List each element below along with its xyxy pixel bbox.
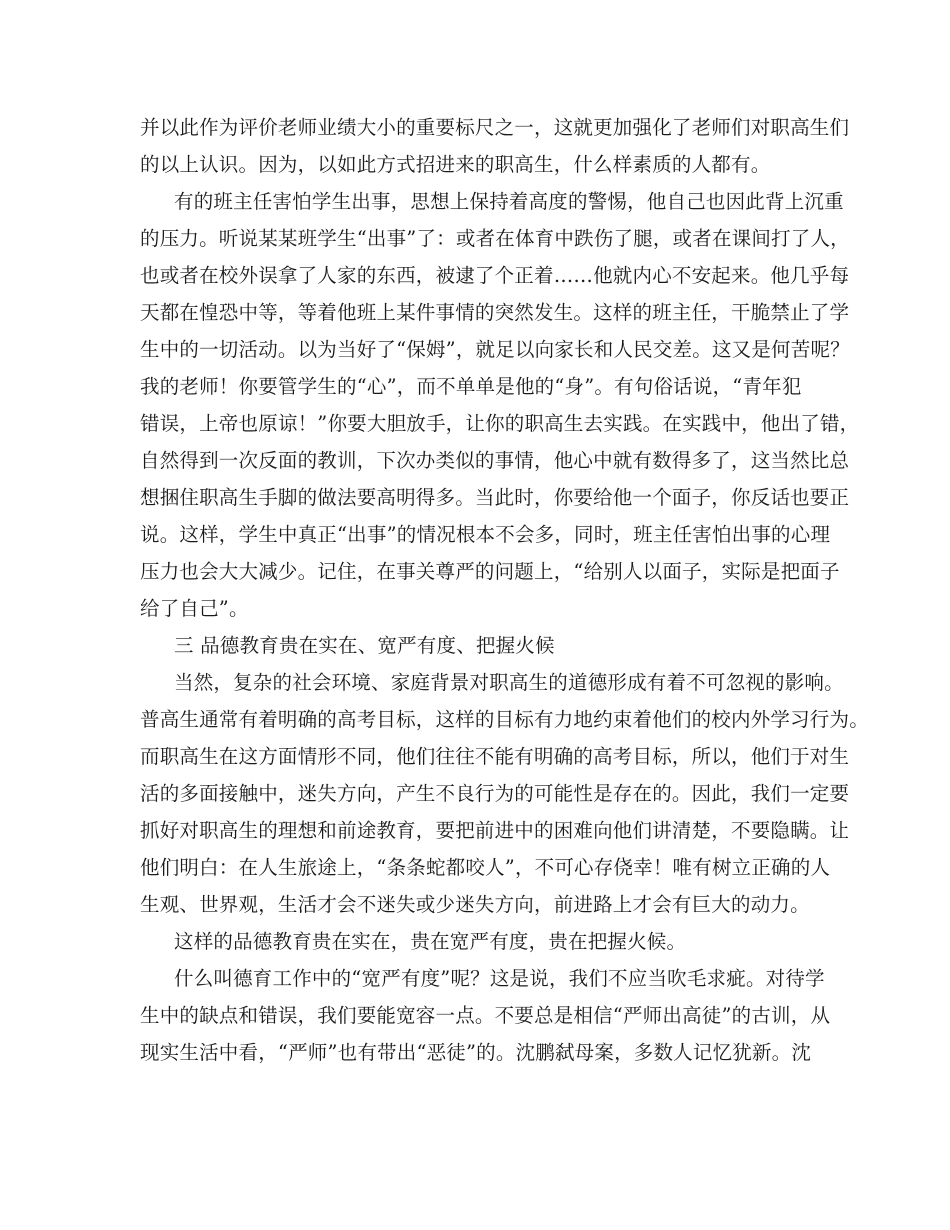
text-line: 我的老师！你要管学生的“心”，而不单单是他的“身”。有句俗话说，“青年犯 [140,375,802,398]
text-line: 活的多面接触中，迷失方向，产生不良行为的可能性是存在的。因此，我们一定要 [140,782,850,805]
text-line: 抓好对职高生的理想和前途教育，要把前进中的困难向他们讲清楚，不要隐瞒。让 [140,819,850,842]
text-line: 自然得到一次反面的教训，下次办类似的事情，他心中就有数得多了，这当然比总 [140,449,850,472]
text-line: 什么叫德育工作中的“宽严有度”呢？这是说，我们不应当吹毛求疵。对待学 [174,967,825,990]
text-line: 有的班主任害怕学生出事，思想上保持着高度的警惕，他自己也因此背上沉重 [174,190,844,213]
text-line: 给了自己”。 [140,597,249,620]
text-line: 也或者在校外误拿了人家的东西，被逮了个正着……他就内心不安起来。他几乎每 [140,264,850,287]
text-line: 说。这样，学生中真正“出事”的情况根本不会多，同时，班主任害怕出事的心理 [140,523,831,546]
text-line: 错误，上帝也原谅！”你要大胆放手，让你的职高生去实践。在实践中，他出了错， [140,412,860,435]
text-line: 的压力。听说某某班学生“出事”了：或者在体育中跌伤了腿，或者在课间打了人， [140,227,850,250]
text-line: 生中的一切活动。以为当好了“保姆”，就足以向家长和人民交差。这又是何苦呢？ [140,338,850,361]
text-line: 现实生活中看，“严师”也有带出“恶徒”的。沈鹏弑母案，多数人记忆犹新。沈 [140,1041,812,1064]
section-heading: 三 品德教育贵在实在、宽严有度、把握火候 [174,634,555,657]
text-line: 而职高生在这方面情形不同，他们往往不能有明确的高考目标，所以，他们于对生 [140,745,850,768]
text-line: 他们明白：在人生旅途上，“条条蛇都咬人”，不可心存侥幸！唯有树立正确的人 [140,856,831,879]
text-line: 天都在惶恐中等，等着他班上某件事情的突然发生。这样的班主任，干脆禁止了学 [140,301,850,324]
text-line: 这样的品德教育贵在实在，贵在宽严有度，贵在把握火候。 [174,930,687,953]
text-line: 并以此作为评价老师业绩大小的重要标尺之一，这就更加强化了老师们对职高生们 [140,116,850,139]
text-line: 普高生通常有着明确的高考目标，这样的目标有力地约束着他们的校内外学习行为。 [140,708,869,731]
text-line: 生中的缺点和错误，我们要能宽容一点。不要总是相信“严师出高徒”的古训，从 [140,1004,831,1027]
text-line: 的以上认识。因为，以如此方式招进来的职高生，什么样素质的人都有。 [140,153,771,176]
text-line: 当然，复杂的社会环境、家庭背景对职高生的道德形成有着不可忽视的影响。 [174,671,844,694]
text-line: 想捆住职高生手脚的做法要高明得多。当此时，你要给他一个面子，你反话也要正 [140,486,850,509]
text-line: 压力也会大大减少。记住，在事关尊严的问题上，“给别人以面子，实际是把面子 [140,560,840,583]
text-line: 生观、世界观，生活才会不迷失或少迷失方向，前进路上才会有巨大的动力。 [140,893,810,916]
